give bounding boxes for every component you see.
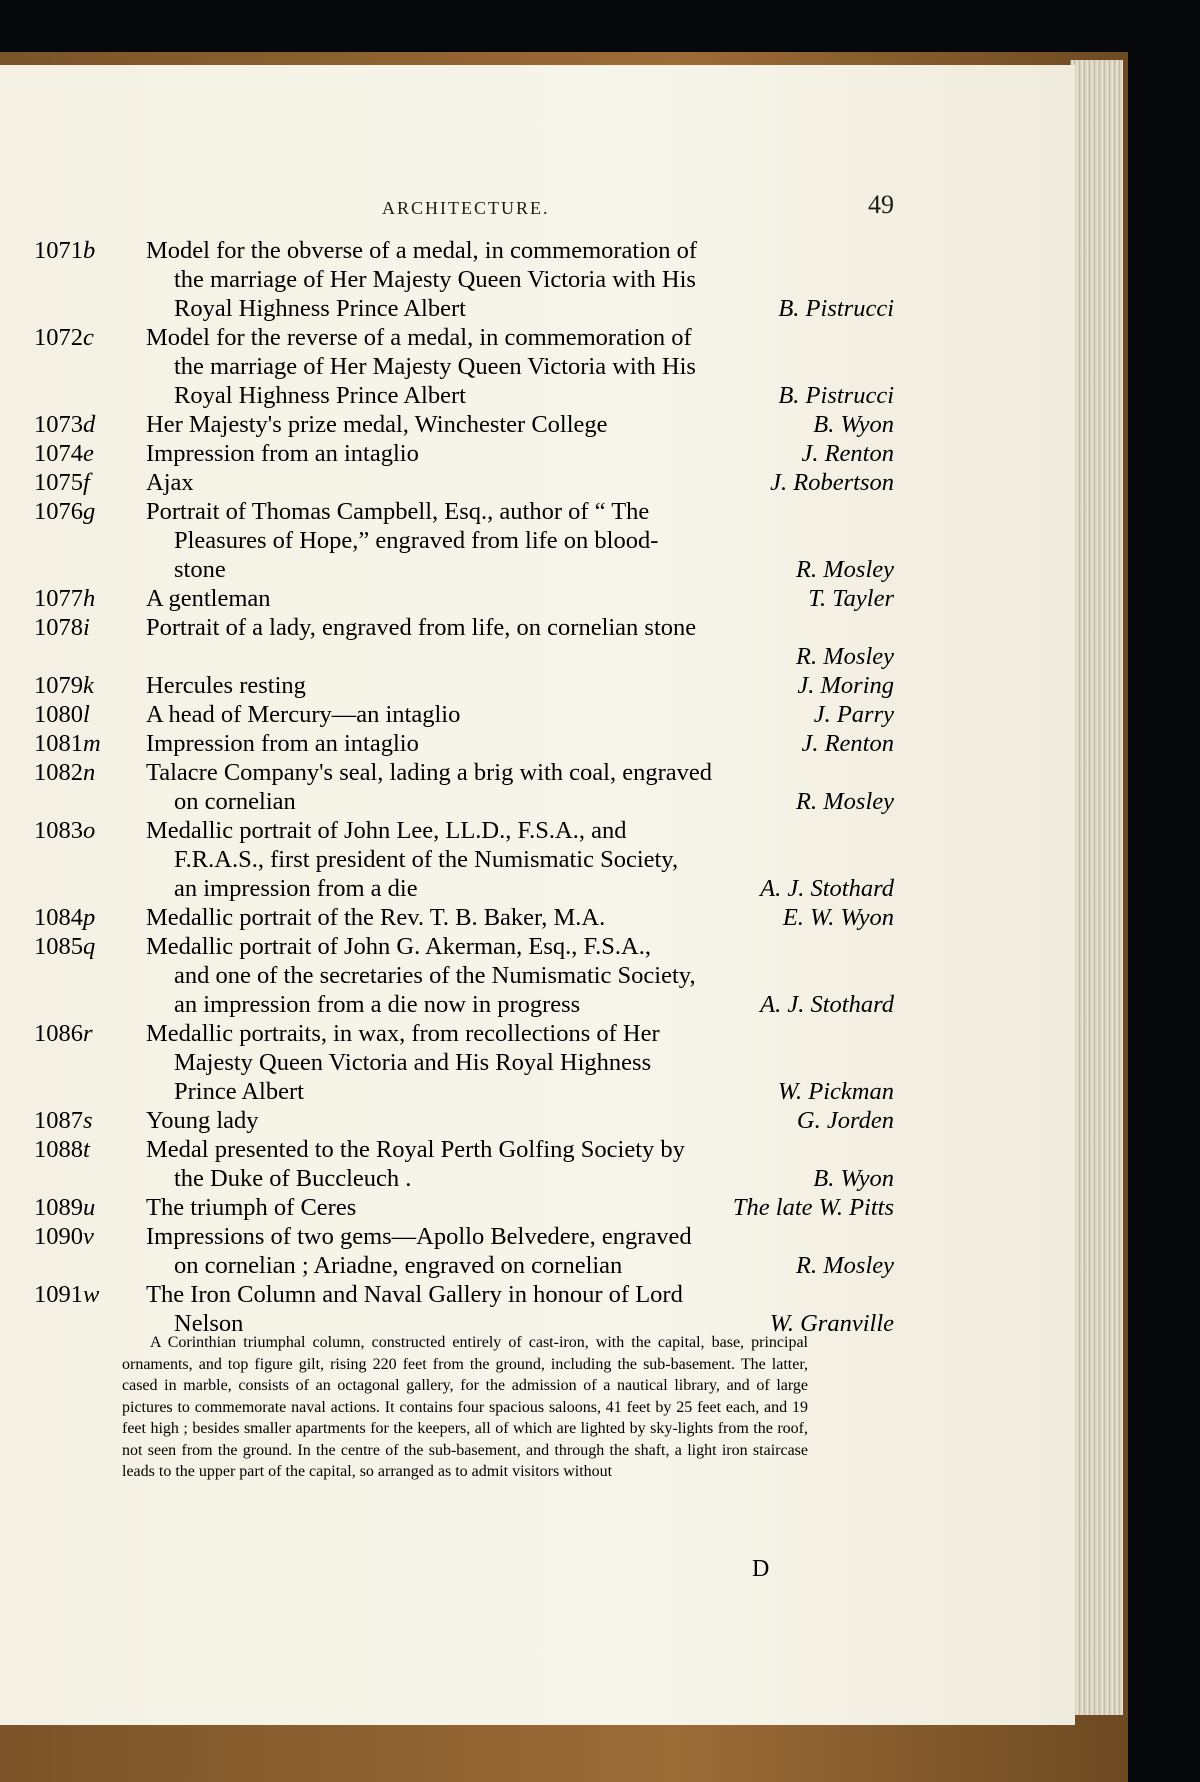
- entry-text: stone: [174, 556, 226, 583]
- catalogue-entry: [34, 468, 894, 497]
- catalogue-entry: [34, 729, 894, 758]
- entry-text: Model for the obverse of a medal, in commemoration of: [146, 237, 698, 264]
- entry-number-digits: 1085: [34, 933, 83, 960]
- entry-text: Nelson: [174, 1310, 244, 1337]
- entry-text: A head of Mercury—an intaglio: [146, 701, 461, 728]
- entry-number-digits: 1075: [34, 469, 83, 496]
- entry-text: Medal presented to the Royal Perth Golfing Society by: [146, 1136, 685, 1163]
- entry-number: [34, 613, 90, 642]
- catalogue-entry: [34, 236, 894, 323]
- entry-text: Hercules resting: [146, 672, 306, 699]
- catalogue-entry: [34, 1280, 894, 1338]
- entry-number: [34, 1019, 93, 1048]
- entry-artist: W. Granville: [769, 1310, 894, 1337]
- entry-text: The triumph of Ceres: [146, 1194, 357, 1221]
- entry-line: [146, 816, 894, 845]
- entry-text: Talacre Company's seal, lading a brig with coal, engraved: [146, 759, 713, 786]
- entry-number-digits: 1087: [34, 1107, 83, 1134]
- entry-number-letter: t: [83, 1136, 90, 1163]
- entry-number-letter: h: [83, 585, 96, 612]
- entry-line: [146, 903, 894, 932]
- entry-artist: J. Parry: [813, 701, 894, 728]
- entry-line: [146, 555, 894, 584]
- catalogue-entry: [34, 584, 894, 613]
- entry-line: [146, 990, 894, 1019]
- entry-artist-line: [146, 642, 894, 671]
- catalogue-entry: [34, 671, 894, 700]
- entry-text: Impressions of two gems—Apollo Belvedere, engraved: [146, 1223, 692, 1250]
- entry-line: [146, 729, 894, 758]
- entry-text: an impression from a die now in progress: [174, 991, 581, 1018]
- entry-line: [146, 410, 894, 439]
- entry-number-letter: k: [83, 672, 94, 699]
- entry-number: [34, 410, 95, 439]
- entry-number-digits: 1073: [34, 411, 83, 438]
- entry-text: Impression from an intaglio: [146, 440, 419, 467]
- entry-number-letter: p: [83, 904, 96, 931]
- entry-text: an impression from a die: [174, 875, 418, 902]
- catalogue-entry: [34, 613, 894, 671]
- entry-number: [34, 468, 90, 497]
- entry-text: Pleasures of Hope,” engraved from life on blood-: [174, 527, 659, 554]
- entry-artist: J. Robertson: [770, 469, 894, 496]
- entry-text: the Duke of Buccleuch .: [174, 1165, 412, 1192]
- entry-number: [34, 671, 94, 700]
- entry-number-letter: q: [83, 933, 96, 960]
- entry-number: [34, 497, 95, 526]
- entry-number-letter: n: [83, 759, 96, 786]
- entry-number-digits: 1082: [34, 759, 83, 786]
- entry-line: [146, 1251, 894, 1280]
- entry-number-digits: 1090: [34, 1223, 83, 1250]
- entry-line: [146, 874, 894, 903]
- entry-number: [34, 236, 95, 265]
- catalogue-entry: [34, 1106, 894, 1135]
- entry-text: Impression from an intaglio: [146, 730, 419, 757]
- entry-text: Medallic portrait of the Rev. T. B. Baker, M.A.: [146, 904, 606, 931]
- entry-artist: B. Wyon: [813, 411, 894, 438]
- catalogue-entry: [34, 1019, 894, 1106]
- entry-artist: T. Tayler: [808, 585, 894, 612]
- entry-artist: R. Mosley: [796, 1252, 894, 1279]
- page-number: 49: [868, 190, 894, 219]
- entry-number-digits: 1072: [34, 324, 83, 351]
- entry-number-digits: 1084: [34, 904, 83, 931]
- entry-line: [146, 787, 894, 816]
- entry-number-digits: 1081: [34, 730, 83, 757]
- entry-number: [34, 700, 90, 729]
- entry-number-digits: 1088: [34, 1136, 83, 1163]
- entry-line: [146, 845, 894, 874]
- entry-number: [34, 816, 95, 845]
- entry-line: [146, 265, 894, 294]
- catalogue-entry: [34, 410, 894, 439]
- entry-line: [146, 1193, 894, 1222]
- entry-number-letter: b: [83, 237, 96, 264]
- entry-number-letter: r: [83, 1020, 93, 1047]
- signature-mark: D: [752, 1556, 770, 1582]
- entry-line: [146, 961, 894, 990]
- catalogue-entry: [34, 439, 894, 468]
- entry-number: [34, 439, 94, 468]
- entry-number: [34, 932, 95, 961]
- entry-number-digits: 1083: [34, 817, 83, 844]
- entry-line: [146, 613, 894, 642]
- entry-line: [146, 526, 894, 555]
- entry-text: Majesty Queen Victoria and His Royal Highness: [174, 1049, 652, 1076]
- entry-text: Model for the reverse of a medal, in commemoration of: [146, 324, 692, 351]
- catalogue-entry: [34, 497, 894, 584]
- entry-line: [146, 468, 894, 497]
- entry-artist: A. J. Stothard: [760, 991, 894, 1018]
- entry-text: on cornelian: [174, 788, 296, 815]
- entry-number-letter: d: [83, 411, 96, 438]
- entry-artist: R. Mosley: [796, 643, 894, 670]
- catalogue-entry: [34, 1222, 894, 1280]
- catalogue-entry: [34, 1193, 894, 1222]
- entry-artist: The late W. Pitts: [732, 1194, 894, 1221]
- entry-text: Portrait of a lady, engraved from life, on cornelian stone: [146, 614, 697, 641]
- entry-number: [34, 584, 95, 613]
- entry-line: [146, 1222, 894, 1251]
- catalogue-entry: [34, 323, 894, 410]
- entry-text: Her Majesty's prize medal, Winchester College: [146, 411, 608, 438]
- catalogue-entries: [34, 236, 894, 1338]
- entry-number-letter: u: [83, 1194, 96, 1221]
- entry-number: [34, 1280, 99, 1309]
- entry-number: [34, 1106, 93, 1135]
- entry-line: [146, 584, 894, 613]
- catalogue-entry: [34, 758, 894, 816]
- entry-text: the marriage of Her Majesty Queen Victoria with His: [174, 353, 696, 380]
- entry-artist: A. J. Stothard: [760, 875, 894, 902]
- entry-artist: R. Mosley: [796, 556, 894, 583]
- catalogue-entry: [34, 1135, 894, 1193]
- entry-number-letter: s: [83, 1107, 93, 1134]
- entry-artist: J. Moring: [797, 672, 894, 699]
- entry-number: [34, 729, 101, 758]
- entry-line: [146, 700, 894, 729]
- entry-number-letter: c: [83, 324, 94, 351]
- page-edges: [1070, 60, 1123, 1715]
- entry-line: [146, 758, 894, 787]
- entry-number-digits: 1079: [34, 672, 83, 699]
- entry-text: on cornelian ; Ariadne, engraved on cornelian: [174, 1252, 623, 1279]
- entry-text: F.R.A.S., first president of the Numismatic Society,: [174, 846, 679, 873]
- entry-artist: E. W. Wyon: [782, 904, 894, 931]
- entry-number-digits: 1076: [34, 498, 83, 525]
- entry-number-letter: f: [83, 469, 90, 496]
- entry-number-letter: o: [83, 817, 96, 844]
- entry-number-letter: g: [83, 498, 96, 525]
- entry-number-letter: e: [83, 440, 94, 467]
- entry-line: [146, 1135, 894, 1164]
- entry-number-digits: 1077: [34, 585, 83, 612]
- entry-number-letter: m: [83, 730, 101, 757]
- entry-text: Young lady: [146, 1107, 259, 1134]
- entry-artist: R. Mosley: [796, 788, 894, 815]
- entry-text: Portrait of Thomas Campbell, Esq., author of “ The: [146, 498, 650, 525]
- entry-text: Medallic portrait of John Lee, LL.D., F.S.A., and: [146, 817, 627, 844]
- entry-text: Royal Highness Prince Albert: [174, 295, 466, 322]
- entry-line: [146, 1048, 894, 1077]
- entry-number-letter: w: [83, 1281, 100, 1308]
- entry-number-letter: l: [83, 701, 90, 728]
- running-header: [0, 190, 1075, 230]
- entry-number-digits: 1089: [34, 1194, 83, 1221]
- entry-number: [34, 1222, 94, 1251]
- entry-line: [146, 1280, 894, 1309]
- catalogue-entry: [34, 903, 894, 932]
- entry-number-digits: 1078: [34, 614, 83, 641]
- entry-text: the marriage of Her Majesty Queen Victoria with His: [174, 266, 696, 293]
- entry-artist: J. Renton: [801, 730, 894, 757]
- entry-number: [34, 1135, 90, 1164]
- entry-text: Medallic portrait of John G. Akerman, Esq., F.S.A.,: [146, 933, 651, 960]
- entry-number: [34, 903, 95, 932]
- entry-artist: B. Pistrucci: [778, 295, 894, 322]
- entry-text: A gentleman: [146, 585, 271, 612]
- entry-number-digits: 1086: [34, 1020, 83, 1047]
- entry-artist: G. Jorden: [796, 1107, 894, 1134]
- catalogue-entry: [34, 932, 894, 1019]
- entry-artist: W. Pickman: [777, 1078, 894, 1105]
- entry-line: [146, 323, 894, 352]
- entry-number-digits: 1080: [34, 701, 83, 728]
- entry-line: [146, 381, 894, 410]
- entry-text: The Iron Column and Naval Gallery in honour of Lord: [146, 1281, 683, 1308]
- entry-line: [146, 671, 894, 700]
- entry-text: Ajax: [146, 469, 194, 496]
- entry-line: [146, 1077, 894, 1106]
- entry-number-letter: v: [83, 1223, 94, 1250]
- entry-line: [146, 1106, 894, 1135]
- entry-text: Prince Albert: [174, 1078, 304, 1105]
- entry-artist: B. Wyon: [813, 1165, 894, 1192]
- entry-line: [146, 1164, 894, 1193]
- entry-text: Royal Highness Prince Albert: [174, 382, 466, 409]
- footnote-paragraph: A Corinthian triumphal column, constructed entirely of cast-iron, with the capital, base, principal ornaments, and top figure gilt, rising 220 feet from the ground, including the sub-basement. The latter, cased in marble, consists of an octagonal gallery, for the admission of a nautical library, and of large pictures to commemorate naval actions. It contains four spacious saloons, 41 feet by 25 feet each, and 19 feet high ; besides smaller apartments for the keepers, all of which are lighted by sky-lights from the roof, not seen from the ground. In the centre of the sub-basement, and through the shaft, a light iron staircase leads to the upper part of the capital, so arranged as to admit visitors without: [122, 1334, 808, 1480]
- entry-line: [146, 294, 894, 323]
- entry-line: [146, 352, 894, 381]
- entry-artist: B. Pistrucci: [778, 382, 894, 409]
- entry-number-digits: 1071: [34, 237, 83, 264]
- entry-text: and one of the secretaries of the Numismatic Society,: [174, 962, 696, 989]
- entry-text: Medallic portraits, in wax, from recollections of Her: [146, 1020, 660, 1047]
- running-title: ARCHITECTURE.: [382, 198, 550, 218]
- catalogue-entry: [34, 816, 894, 903]
- entry-number-letter: i: [83, 614, 90, 641]
- entry-number: [34, 758, 95, 787]
- entry-artist: J. Renton: [801, 440, 894, 467]
- entry-line: [146, 497, 894, 526]
- catalogue-entry: [34, 700, 894, 729]
- entry-line: [146, 1019, 894, 1048]
- entry-line: [146, 932, 894, 961]
- entry-number: [34, 323, 94, 352]
- entry-line: [146, 236, 894, 265]
- entry-number-digits: 1074: [34, 440, 83, 467]
- entry-number: [34, 1193, 95, 1222]
- entry-number-digits: 1091: [34, 1281, 83, 1308]
- entry-line: [146, 439, 894, 468]
